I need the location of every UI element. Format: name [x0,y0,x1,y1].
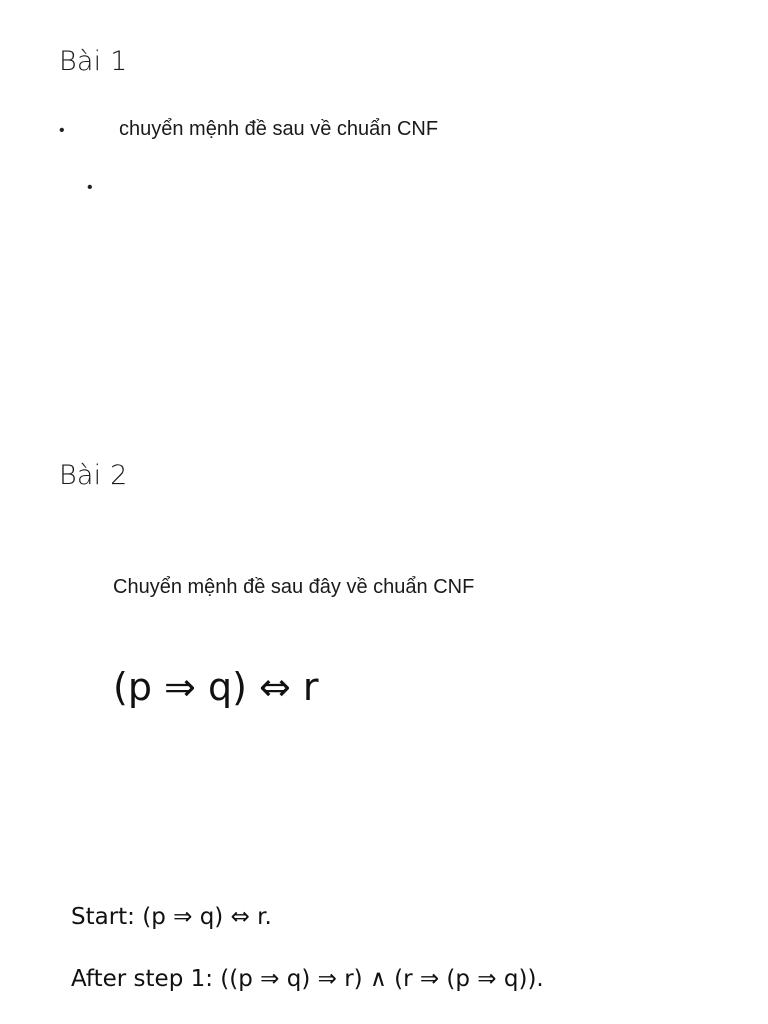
bullet-marker: • [87,179,93,196]
instruction-text: Chuyển mệnh đề sau đây về chuẩn CNF [113,576,475,598]
bullet-text: chuyển mệnh đề sau về chuẩn CNF [119,118,439,140]
step-line: After step 1: ((p ⇒ q) ⇒ r) ∧ (r ⇒ (p ⇒ q)). [71,966,544,992]
formula: (p ⇒ q) ⇔ r [113,665,319,709]
section-2-heading: Bài 2 [59,460,128,491]
step-line: Start: (p ⇒ q) ⇔ r. [71,904,272,930]
section-1-heading: Bài 1 [59,46,128,77]
bullet-marker: • [59,122,65,139]
